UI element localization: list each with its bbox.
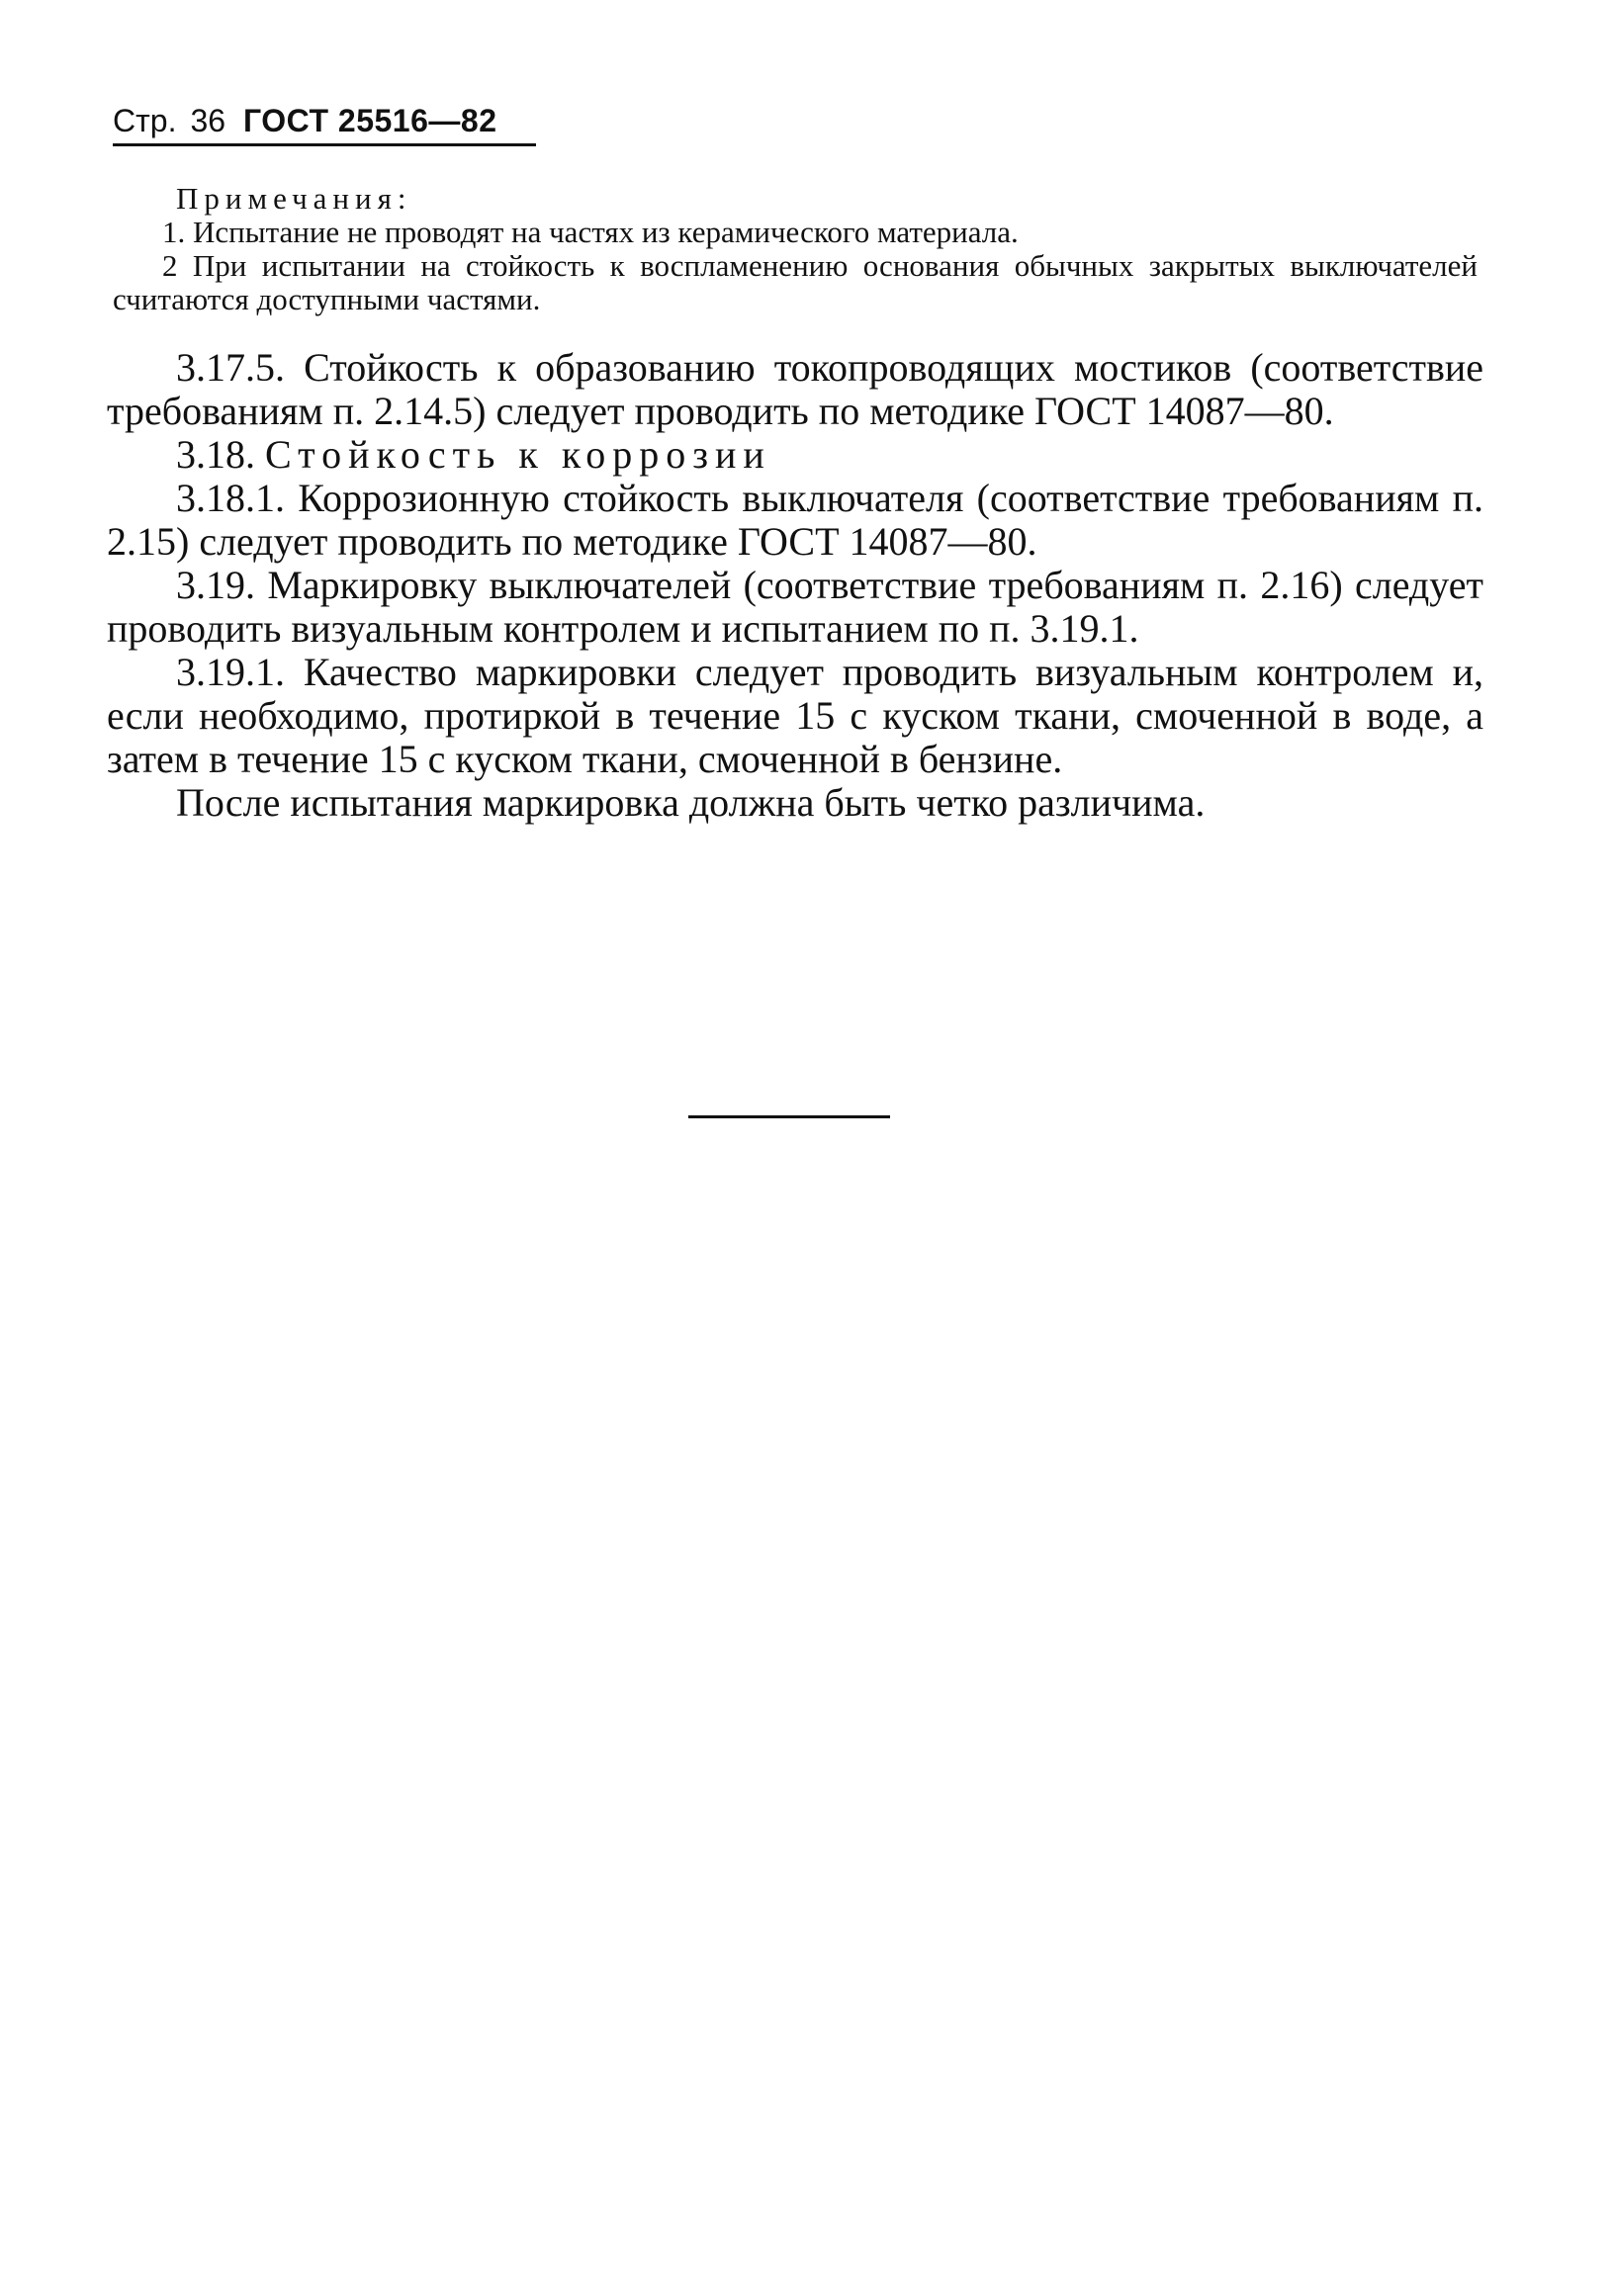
- paragraph-after-test: После испытания маркировка должна быть четко различима.: [176, 780, 1206, 825]
- paragraph-3-19-1: 3.19.1. Качество маркировки следует проводить визуальным контролем и, если необходимо, протиркой в течение 15 с куском ткани, смоченной в воде, а затем в течение 15 с куском ткани, смоченной в бензине.: [107, 650, 1483, 781]
- body-text: [107, 346, 1483, 825]
- paragraph-3-19: 3.19. Маркировку выключателей (соответствие требованиям п. 2.16) следует проводить визуальным контролем и испытанием по п. 3.19.1.: [107, 563, 1483, 651]
- section-heading-3-18: [107, 433, 1483, 477]
- note-item: 2 При испытании на стойкость к воспламенению основания обычных закрытых выключателей считаются доступными частями.: [113, 248, 1478, 316]
- paragraph-3-18-1: 3.18.1. Коррозионную стойкость выключателя (соответствие требованиям п. 2.15) следует проводить по методике ГОСТ 14087—80.: [107, 476, 1483, 564]
- page-label: Стр.: [113, 103, 177, 138]
- page-number: 36: [190, 103, 226, 138]
- standard-code: ГОСТ 25516—82: [243, 103, 497, 138]
- note-item: 1. Испытание не проводят на частях из керамического материала.: [162, 215, 1019, 249]
- header-rule: [113, 143, 536, 146]
- section-number: 3.18.: [176, 432, 255, 477]
- paragraph-3-17-5: 3.17.5. Стойкость к образованию токопроводящих мостиков (соответствие требованиям п. 2.14.5) следует проводить по методике ГОСТ 14087—80.: [107, 345, 1483, 433]
- section-title: Стойкость к коррозии: [265, 432, 771, 477]
- notes-block: [113, 182, 1478, 316]
- notes-title: Примечания:: [176, 181, 412, 216]
- running-header: [113, 101, 496, 140]
- end-rule: [688, 1115, 890, 1118]
